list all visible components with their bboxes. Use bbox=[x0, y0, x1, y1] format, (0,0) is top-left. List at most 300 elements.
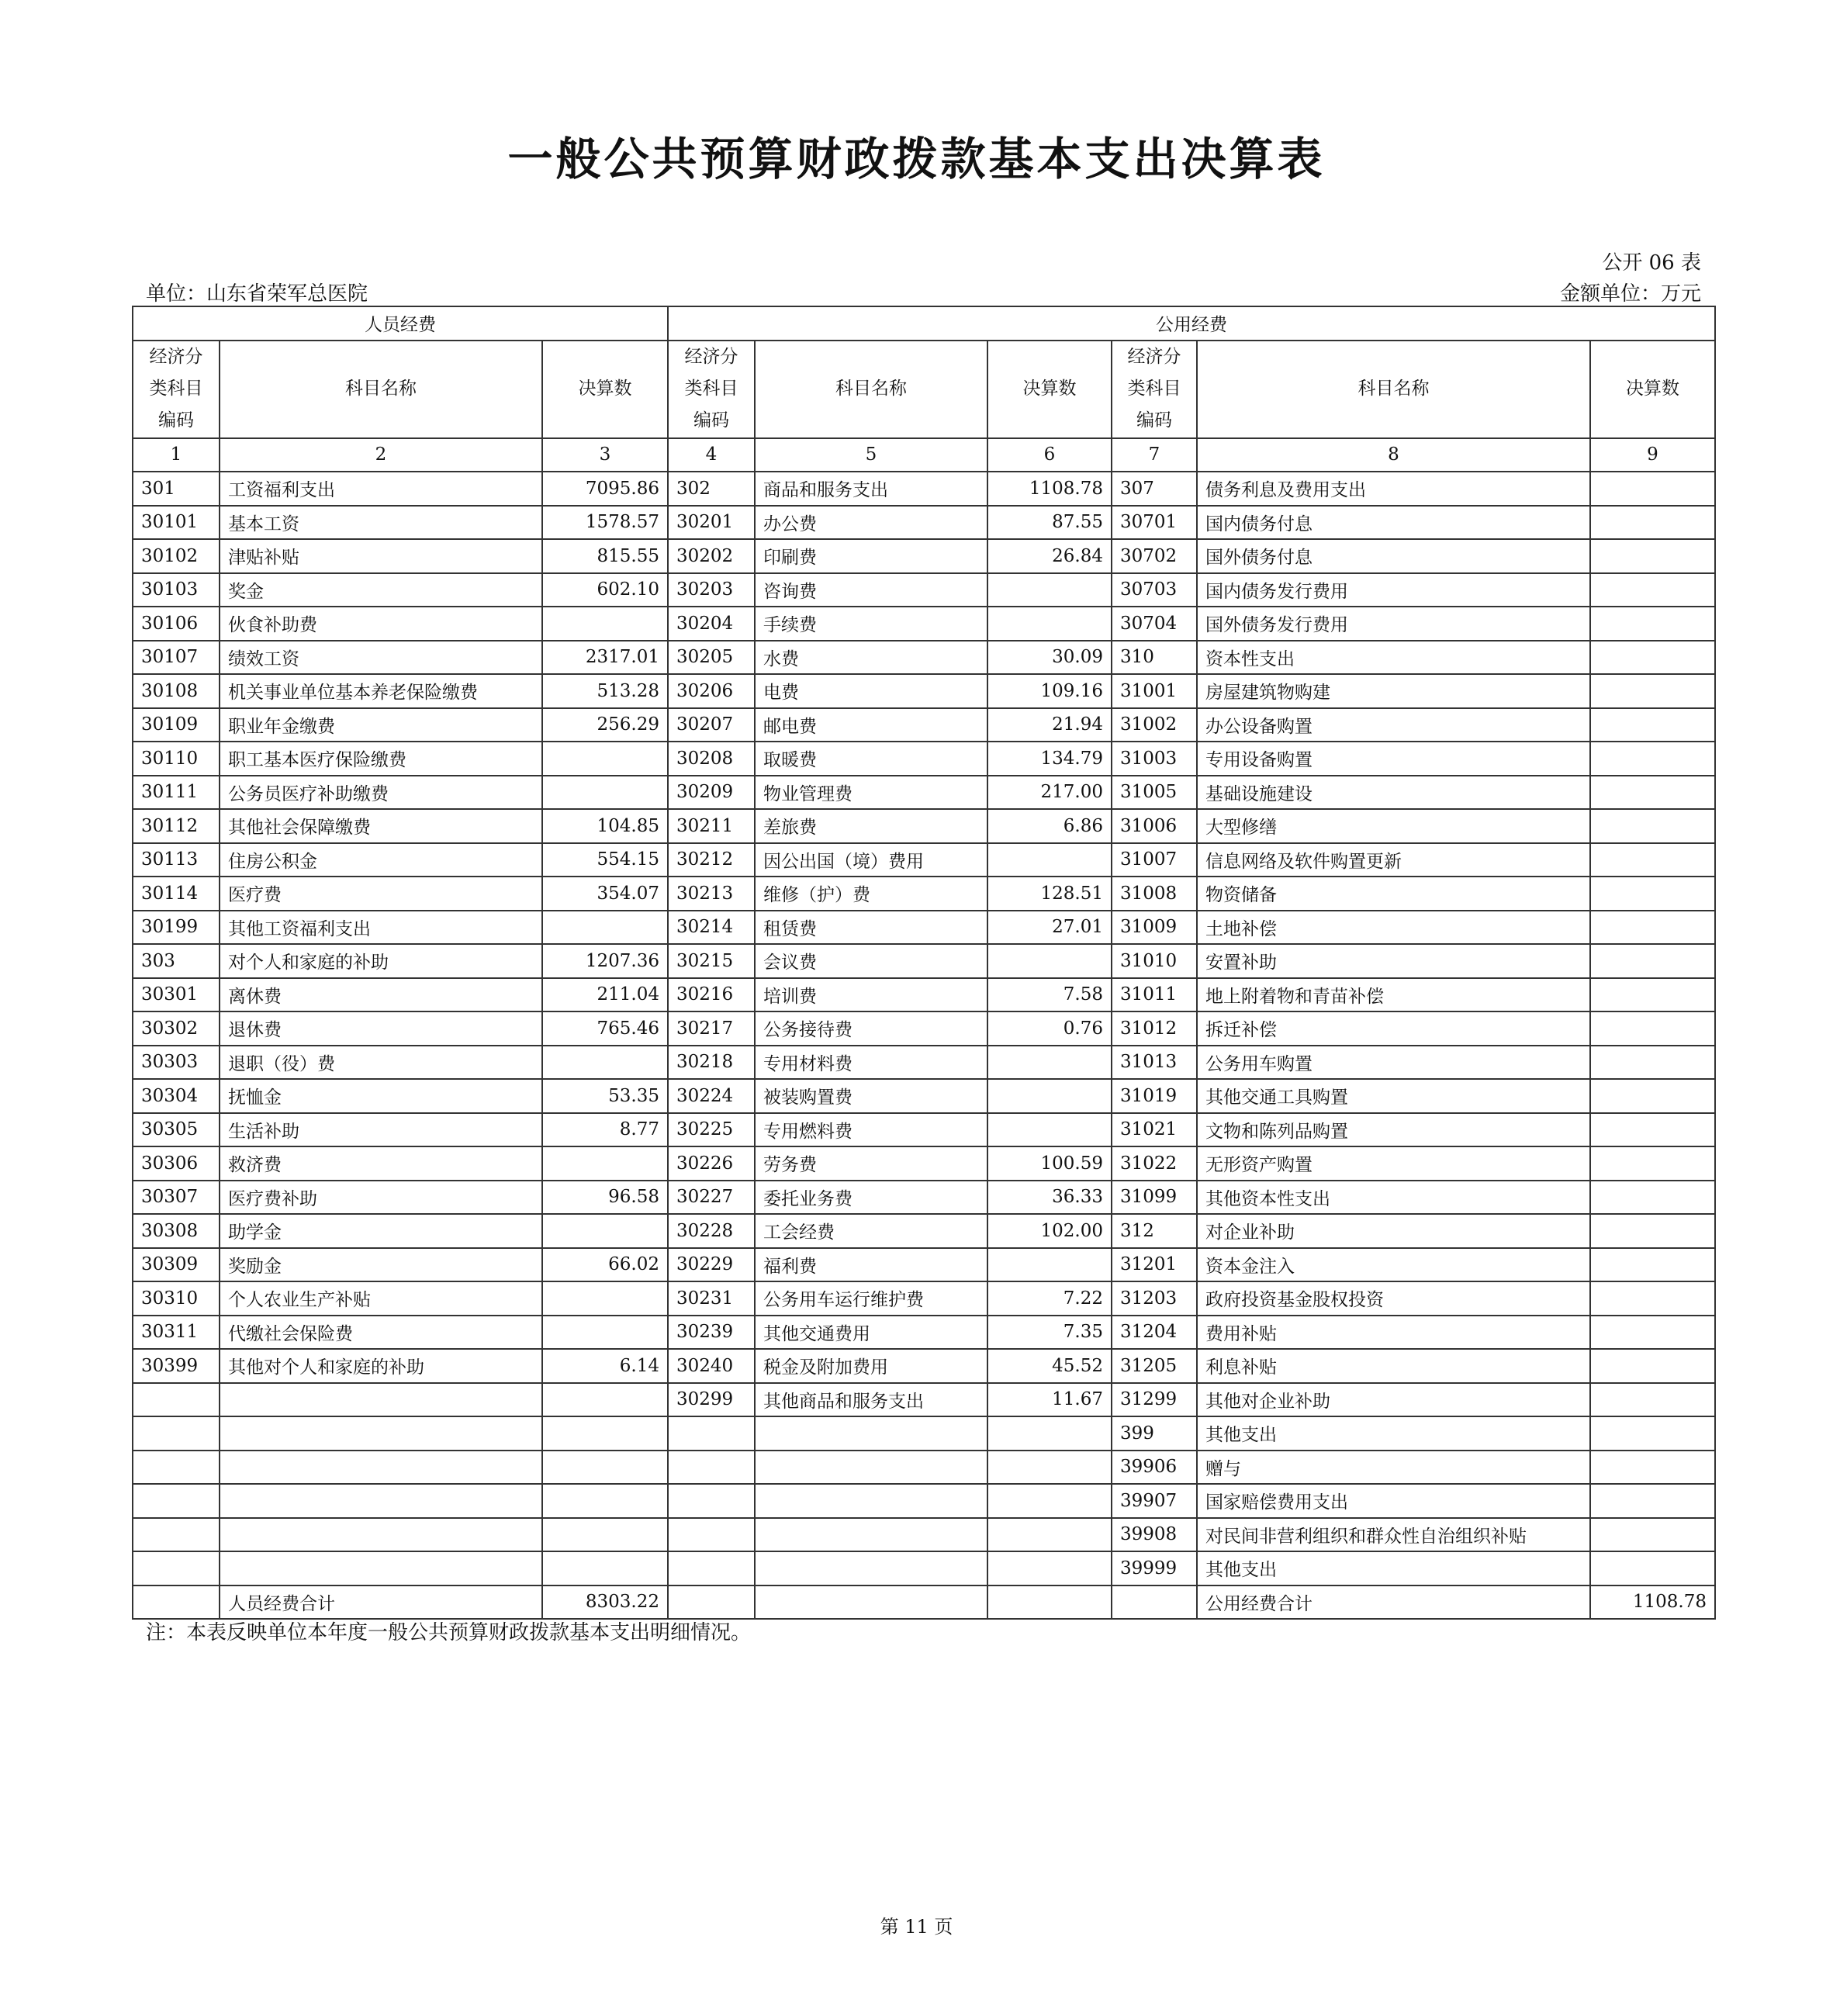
name-cell: 利息补贴 bbox=[1197, 1349, 1590, 1383]
name-cell: 其他商品和服务支出 bbox=[755, 1383, 987, 1417]
amount-cell: 815.55 bbox=[542, 539, 668, 573]
code-cell: 39906 bbox=[1112, 1451, 1197, 1485]
col-number: 2 bbox=[220, 438, 542, 472]
amount-cell: 602.10 bbox=[542, 573, 668, 607]
name-cell: 住房公积金 bbox=[220, 843, 542, 877]
amount-cell bbox=[1590, 978, 1715, 1012]
name-cell: 奖金 bbox=[220, 573, 542, 607]
code-cell: 30704 bbox=[1112, 607, 1197, 641]
code-cell: 31205 bbox=[1112, 1349, 1197, 1383]
name-cell: 国内债务付息 bbox=[1197, 506, 1590, 540]
name-cell: 办公费 bbox=[755, 506, 987, 540]
name-cell: 个人农业生产补贴 bbox=[220, 1281, 542, 1316]
amount-cell: 128.51 bbox=[987, 877, 1112, 911]
col-header-amount: 决算数 bbox=[542, 341, 668, 438]
code-cell: 31002 bbox=[1112, 708, 1197, 742]
name-cell: 基础设施建设 bbox=[1197, 776, 1590, 810]
col-number: 3 bbox=[542, 438, 668, 472]
name-cell: 税金及附加费用 bbox=[755, 1349, 987, 1383]
name-cell: 印刷费 bbox=[755, 539, 987, 573]
code-cell: 30199 bbox=[133, 911, 220, 945]
code-cell: 30226 bbox=[668, 1146, 755, 1181]
amount-cell: 256.29 bbox=[542, 708, 668, 742]
name-cell: 文物和陈列品购置 bbox=[1197, 1113, 1590, 1147]
table-row bbox=[133, 1113, 1715, 1147]
table-row bbox=[133, 1248, 1715, 1282]
amount-cell bbox=[1590, 877, 1715, 911]
total-empty-cell bbox=[1112, 1585, 1197, 1620]
name-cell: 资本性支出 bbox=[1197, 641, 1590, 675]
code-cell: 31007 bbox=[1112, 843, 1197, 877]
name-cell: 国外债务发行费用 bbox=[1197, 607, 1590, 641]
name-cell: 地上附着物和青苗补偿 bbox=[1197, 978, 1590, 1012]
name-cell bbox=[220, 1383, 542, 1417]
table-row bbox=[133, 1011, 1715, 1046]
table-row bbox=[133, 843, 1715, 877]
table-row bbox=[133, 1281, 1715, 1316]
name-cell: 对个人和家庭的补助 bbox=[220, 944, 542, 978]
code-cell bbox=[133, 1416, 220, 1451]
name-cell: 大型修缮 bbox=[1197, 809, 1590, 843]
table-row bbox=[133, 1484, 1715, 1518]
name-cell: 手续费 bbox=[755, 607, 987, 641]
amount-cell: 211.04 bbox=[542, 978, 668, 1012]
name-cell: 职工基本医疗保险缴费 bbox=[220, 742, 542, 776]
amount-cell: 513.28 bbox=[542, 674, 668, 708]
name-cell: 物业管理费 bbox=[755, 776, 987, 810]
amount-cell bbox=[1590, 708, 1715, 742]
code-cell: 31012 bbox=[1112, 1011, 1197, 1046]
amount-cell: 2317.01 bbox=[542, 641, 668, 675]
name-cell: 费用补贴 bbox=[1197, 1316, 1590, 1350]
table-row bbox=[133, 506, 1715, 540]
table-row bbox=[133, 1551, 1715, 1585]
code-cell: 31019 bbox=[1112, 1079, 1197, 1113]
amount-cell: 217.00 bbox=[987, 776, 1112, 810]
amount-cell: 21.94 bbox=[987, 708, 1112, 742]
amount-cell bbox=[1590, 1451, 1715, 1485]
table-row bbox=[133, 809, 1715, 843]
table-row bbox=[133, 674, 1715, 708]
amount-cell bbox=[542, 1416, 668, 1451]
name-cell: 离休费 bbox=[220, 978, 542, 1012]
code-cell: 30108 bbox=[133, 674, 220, 708]
name-cell: 无形资产购置 bbox=[1197, 1146, 1590, 1181]
code-cell: 30217 bbox=[668, 1011, 755, 1046]
table-row bbox=[133, 1181, 1715, 1215]
table-row bbox=[133, 1383, 1715, 1417]
amount-cell bbox=[1590, 1484, 1715, 1518]
name-cell: 专用设备购置 bbox=[1197, 742, 1590, 776]
col-header-code: 经济分类科目编码 bbox=[133, 341, 220, 438]
col-header-name: 科目名称 bbox=[755, 341, 987, 438]
code-cell: 30301 bbox=[133, 978, 220, 1012]
code-cell: 30103 bbox=[133, 573, 220, 607]
amount-cell bbox=[987, 944, 1112, 978]
code-cell bbox=[133, 1451, 220, 1485]
code-cell: 39907 bbox=[1112, 1484, 1197, 1518]
amount-cell bbox=[542, 1316, 668, 1350]
public-total-label: 公用经费合计 bbox=[1197, 1585, 1590, 1620]
amount-cell: 53.35 bbox=[542, 1079, 668, 1113]
code-cell: 30218 bbox=[668, 1046, 755, 1080]
amount-cell: 0.76 bbox=[987, 1011, 1112, 1046]
amount-cell bbox=[542, 911, 668, 945]
name-cell: 电费 bbox=[755, 674, 987, 708]
amount-cell: 1207.36 bbox=[542, 944, 668, 978]
table-row bbox=[133, 742, 1715, 776]
amount-cell bbox=[1590, 911, 1715, 945]
amount-cell bbox=[987, 1113, 1112, 1147]
code-cell: 31001 bbox=[1112, 674, 1197, 708]
name-cell: 因公出国（境）费用 bbox=[755, 843, 987, 877]
code-cell: 30305 bbox=[133, 1113, 220, 1147]
amount-cell: 36.33 bbox=[987, 1181, 1112, 1215]
code-cell: 30209 bbox=[668, 776, 755, 810]
reporting-unit: 单位：山东省荣军总医院 bbox=[146, 282, 368, 306]
table-row bbox=[133, 1214, 1715, 1248]
code-cell: 30201 bbox=[668, 506, 755, 540]
name-cell: 拆迁补偿 bbox=[1197, 1011, 1590, 1046]
code-cell: 30205 bbox=[668, 641, 755, 675]
amount-cell: 554.15 bbox=[542, 843, 668, 877]
code-cell bbox=[668, 1484, 755, 1518]
amount-cell bbox=[542, 1484, 668, 1518]
money-unit: 金额单位：万元 bbox=[1559, 282, 1701, 306]
amount-cell: 765.46 bbox=[542, 1011, 668, 1046]
name-cell: 伙食补助费 bbox=[220, 607, 542, 641]
table-row bbox=[133, 776, 1715, 810]
table-row bbox=[133, 1416, 1715, 1451]
name-cell: 差旅费 bbox=[755, 809, 987, 843]
amount-cell bbox=[542, 1046, 668, 1080]
amount-cell: 26.84 bbox=[987, 539, 1112, 573]
code-cell bbox=[133, 1484, 220, 1518]
name-cell: 公务用车购置 bbox=[1197, 1046, 1590, 1080]
table-row bbox=[133, 911, 1715, 945]
name-cell: 绩效工资 bbox=[220, 641, 542, 675]
code-cell: 30208 bbox=[668, 742, 755, 776]
name-cell bbox=[220, 1551, 542, 1585]
name-cell: 其他资本性支出 bbox=[1197, 1181, 1590, 1215]
col-header-code: 经济分类科目编码 bbox=[1112, 341, 1197, 438]
name-cell: 工资福利支出 bbox=[220, 472, 542, 506]
form-number: 公开 06 表 bbox=[1602, 251, 1701, 275]
name-cell: 机关事业单位基本养老保险缴费 bbox=[220, 674, 542, 708]
col-header-amount: 决算数 bbox=[1590, 341, 1715, 438]
amount-cell bbox=[542, 1281, 668, 1316]
amount-cell bbox=[542, 1146, 668, 1181]
name-cell: 办公设备购置 bbox=[1197, 708, 1590, 742]
code-cell: 31021 bbox=[1112, 1113, 1197, 1147]
amount-cell bbox=[987, 1451, 1112, 1485]
code-cell: 31010 bbox=[1112, 944, 1197, 978]
name-cell: 专用材料费 bbox=[755, 1046, 987, 1080]
amount-cell: 134.79 bbox=[987, 742, 1112, 776]
table-row bbox=[133, 1316, 1715, 1350]
table-row bbox=[133, 1518, 1715, 1552]
code-cell: 39999 bbox=[1112, 1551, 1197, 1585]
code-cell bbox=[668, 1518, 755, 1552]
code-cell: 30202 bbox=[668, 539, 755, 573]
amount-cell: 6.14 bbox=[542, 1349, 668, 1383]
name-cell bbox=[220, 1518, 542, 1552]
code-cell: 30211 bbox=[668, 809, 755, 843]
table-row bbox=[133, 607, 1715, 641]
amount-cell bbox=[542, 607, 668, 641]
amount-cell: 7.58 bbox=[987, 978, 1112, 1012]
table-row bbox=[133, 1146, 1715, 1181]
name-cell bbox=[755, 1518, 987, 1552]
amount-cell bbox=[987, 1248, 1112, 1282]
col-header-amount: 决算数 bbox=[987, 341, 1112, 438]
amount-cell bbox=[1590, 1079, 1715, 1113]
table-row bbox=[133, 641, 1715, 675]
col-number: 7 bbox=[1112, 438, 1197, 472]
amount-cell bbox=[1590, 742, 1715, 776]
amount-cell: 102.00 bbox=[987, 1214, 1112, 1248]
name-cell: 津贴补贴 bbox=[220, 539, 542, 573]
name-cell: 代缴社会保险费 bbox=[220, 1316, 542, 1350]
name-cell: 公务接待费 bbox=[755, 1011, 987, 1046]
code-cell bbox=[668, 1416, 755, 1451]
code-cell: 31201 bbox=[1112, 1248, 1197, 1282]
name-cell: 职业年金缴费 bbox=[220, 708, 542, 742]
code-cell: 30228 bbox=[668, 1214, 755, 1248]
amount-cell bbox=[542, 1383, 668, 1417]
code-cell: 30113 bbox=[133, 843, 220, 877]
name-cell: 政府投资基金股权投资 bbox=[1197, 1281, 1590, 1316]
amount-cell: 87.55 bbox=[987, 506, 1112, 540]
name-cell: 其他工资福利支出 bbox=[220, 911, 542, 945]
name-cell: 国外债务付息 bbox=[1197, 539, 1590, 573]
code-cell: 31008 bbox=[1112, 877, 1197, 911]
amount-cell: 7095.86 bbox=[542, 472, 668, 506]
page-number: 第 11 页 bbox=[880, 1916, 953, 1938]
amount-cell bbox=[987, 1484, 1112, 1518]
name-cell: 其他交通费用 bbox=[755, 1316, 987, 1350]
amount-cell bbox=[542, 1214, 668, 1248]
name-cell: 咨询费 bbox=[755, 573, 987, 607]
amount-cell bbox=[987, 1518, 1112, 1552]
name-cell bbox=[755, 1451, 987, 1485]
amount-cell bbox=[987, 843, 1112, 877]
code-cell: 302 bbox=[668, 472, 755, 506]
section-public: 公用经费 bbox=[668, 306, 1715, 341]
name-cell bbox=[220, 1484, 542, 1518]
amount-cell: 104.85 bbox=[542, 809, 668, 843]
code-cell: 39908 bbox=[1112, 1518, 1197, 1552]
code-cell: 30111 bbox=[133, 776, 220, 810]
name-cell: 公务用车运行维护费 bbox=[755, 1281, 987, 1316]
name-cell: 生活补助 bbox=[220, 1113, 542, 1147]
code-cell: 31099 bbox=[1112, 1181, 1197, 1215]
code-cell: 30102 bbox=[133, 539, 220, 573]
name-cell: 救济费 bbox=[220, 1146, 542, 1181]
amount-cell bbox=[1590, 1011, 1715, 1046]
totals-row bbox=[133, 1585, 1715, 1620]
code-cell: 30110 bbox=[133, 742, 220, 776]
code-cell: 30703 bbox=[1112, 573, 1197, 607]
total-empty-cell bbox=[668, 1585, 755, 1620]
code-cell: 30107 bbox=[133, 641, 220, 675]
amount-cell bbox=[1590, 506, 1715, 540]
amount-cell bbox=[1590, 1518, 1715, 1552]
code-cell bbox=[133, 1518, 220, 1552]
name-cell: 其他社会保障缴费 bbox=[220, 809, 542, 843]
code-cell: 30303 bbox=[133, 1046, 220, 1080]
total-empty-cell bbox=[755, 1585, 987, 1620]
code-cell: 31203 bbox=[1112, 1281, 1197, 1316]
amount-cell: 6.86 bbox=[987, 809, 1112, 843]
amount-cell bbox=[987, 607, 1112, 641]
code-cell: 30109 bbox=[133, 708, 220, 742]
table-note: 注：本表反映单位本年度一般公共预算财政拨款基本支出明细情况。 bbox=[146, 1621, 752, 1644]
code-cell: 30212 bbox=[668, 843, 755, 877]
amount-cell bbox=[1590, 1551, 1715, 1585]
code-cell: 31011 bbox=[1112, 978, 1197, 1012]
code-cell: 30227 bbox=[668, 1181, 755, 1215]
code-cell: 30106 bbox=[133, 607, 220, 641]
code-cell: 30214 bbox=[668, 911, 755, 945]
column-number-row bbox=[133, 438, 1715, 472]
col-number: 5 bbox=[755, 438, 987, 472]
name-cell bbox=[220, 1416, 542, 1451]
name-cell: 其他对个人和家庭的补助 bbox=[220, 1349, 542, 1383]
col-header-name: 科目名称 bbox=[1197, 341, 1590, 438]
table-row bbox=[133, 573, 1715, 607]
amount-cell bbox=[1590, 472, 1715, 506]
code-cell: 30112 bbox=[133, 809, 220, 843]
name-cell: 对民间非营利组织和群众性自治组织补贴 bbox=[1197, 1518, 1590, 1552]
code-cell: 30239 bbox=[668, 1316, 755, 1350]
name-cell: 资本金注入 bbox=[1197, 1248, 1590, 1282]
amount-cell bbox=[1590, 1416, 1715, 1451]
name-cell bbox=[220, 1451, 542, 1485]
name-cell: 维修（护）费 bbox=[755, 877, 987, 911]
table-row bbox=[133, 944, 1715, 978]
amount-cell: 8.77 bbox=[542, 1113, 668, 1147]
name-cell: 安置补助 bbox=[1197, 944, 1590, 978]
amount-cell bbox=[1590, 1046, 1715, 1080]
code-cell: 30399 bbox=[133, 1349, 220, 1383]
column-header-row bbox=[133, 341, 1715, 438]
code-cell: 31003 bbox=[1112, 742, 1197, 776]
name-cell: 基本工资 bbox=[220, 506, 542, 540]
code-cell: 30702 bbox=[1112, 539, 1197, 573]
name-cell: 债务利息及费用支出 bbox=[1197, 472, 1590, 506]
name-cell: 工会经费 bbox=[755, 1214, 987, 1248]
name-cell: 其他交通工具购置 bbox=[1197, 1079, 1590, 1113]
code-cell: 30302 bbox=[133, 1011, 220, 1046]
code-cell: 30309 bbox=[133, 1248, 220, 1282]
code-cell: 30206 bbox=[668, 674, 755, 708]
amount-cell bbox=[1590, 944, 1715, 978]
amount-cell bbox=[542, 1518, 668, 1552]
name-cell: 商品和服务支出 bbox=[755, 472, 987, 506]
code-cell: 31013 bbox=[1112, 1046, 1197, 1080]
code-cell: 30306 bbox=[133, 1146, 220, 1181]
amount-cell bbox=[1590, 641, 1715, 675]
amount-cell: 1578.57 bbox=[542, 506, 668, 540]
name-cell: 其他支出 bbox=[1197, 1416, 1590, 1451]
code-cell: 30307 bbox=[133, 1181, 220, 1215]
amount-cell bbox=[1590, 1383, 1715, 1417]
code-cell bbox=[133, 1383, 220, 1417]
code-cell: 31022 bbox=[1112, 1146, 1197, 1181]
personnel-total-amount: 8303.22 bbox=[542, 1585, 668, 1620]
amount-cell bbox=[987, 1079, 1112, 1113]
code-cell: 30225 bbox=[668, 1113, 755, 1147]
code-cell: 30204 bbox=[668, 607, 755, 641]
name-cell: 抚恤金 bbox=[220, 1079, 542, 1113]
name-cell: 医疗费 bbox=[220, 877, 542, 911]
expenditure-table bbox=[132, 306, 1716, 1620]
amount-cell bbox=[1590, 843, 1715, 877]
name-cell: 租赁费 bbox=[755, 911, 987, 945]
name-cell: 福利费 bbox=[755, 1248, 987, 1282]
code-cell bbox=[133, 1551, 220, 1585]
name-cell: 国内债务发行费用 bbox=[1197, 573, 1590, 607]
personnel-total-label: 人员经费合计 bbox=[220, 1585, 542, 1620]
name-cell: 邮电费 bbox=[755, 708, 987, 742]
name-cell: 其他支出 bbox=[1197, 1551, 1590, 1585]
amount-cell bbox=[542, 1451, 668, 1485]
amount-cell bbox=[1590, 1316, 1715, 1350]
amount-cell: 7.22 bbox=[987, 1281, 1112, 1316]
code-cell: 30207 bbox=[668, 708, 755, 742]
amount-cell bbox=[1590, 1181, 1715, 1215]
code-cell: 30310 bbox=[133, 1281, 220, 1316]
name-cell: 委托业务费 bbox=[755, 1181, 987, 1215]
amount-cell bbox=[1590, 1281, 1715, 1316]
amount-cell bbox=[1590, 776, 1715, 810]
name-cell: 退休费 bbox=[220, 1011, 542, 1046]
name-cell: 其他对企业补助 bbox=[1197, 1383, 1590, 1417]
code-cell: 30215 bbox=[668, 944, 755, 978]
name-cell: 土地补偿 bbox=[1197, 911, 1590, 945]
name-cell: 会议费 bbox=[755, 944, 987, 978]
code-cell: 310 bbox=[1112, 641, 1197, 675]
amount-cell bbox=[987, 573, 1112, 607]
code-cell: 30308 bbox=[133, 1214, 220, 1248]
code-cell: 30213 bbox=[668, 877, 755, 911]
public-total-amount: 1108.78 bbox=[1590, 1585, 1715, 1620]
amount-cell: 109.16 bbox=[987, 674, 1112, 708]
code-cell bbox=[668, 1551, 755, 1585]
code-cell: 30240 bbox=[668, 1349, 755, 1383]
col-header-code: 经济分类科目编码 bbox=[668, 341, 755, 438]
name-cell: 物资储备 bbox=[1197, 877, 1590, 911]
table-row bbox=[133, 1079, 1715, 1113]
name-cell: 助学金 bbox=[220, 1214, 542, 1248]
table-row bbox=[133, 978, 1715, 1012]
total-empty-cell bbox=[133, 1585, 220, 1620]
amount-cell: 96.58 bbox=[542, 1181, 668, 1215]
amount-cell: 7.35 bbox=[987, 1316, 1112, 1350]
code-cell: 30299 bbox=[668, 1383, 755, 1417]
amount-cell bbox=[542, 742, 668, 776]
code-cell: 30229 bbox=[668, 1248, 755, 1282]
table-row bbox=[133, 1451, 1715, 1485]
col-header-name: 科目名称 bbox=[220, 341, 542, 438]
code-cell: 312 bbox=[1112, 1214, 1197, 1248]
section-header-row bbox=[133, 306, 1715, 341]
amount-cell bbox=[1590, 539, 1715, 573]
name-cell: 医疗费补助 bbox=[220, 1181, 542, 1215]
amount-cell bbox=[542, 1551, 668, 1585]
code-cell: 30701 bbox=[1112, 506, 1197, 540]
